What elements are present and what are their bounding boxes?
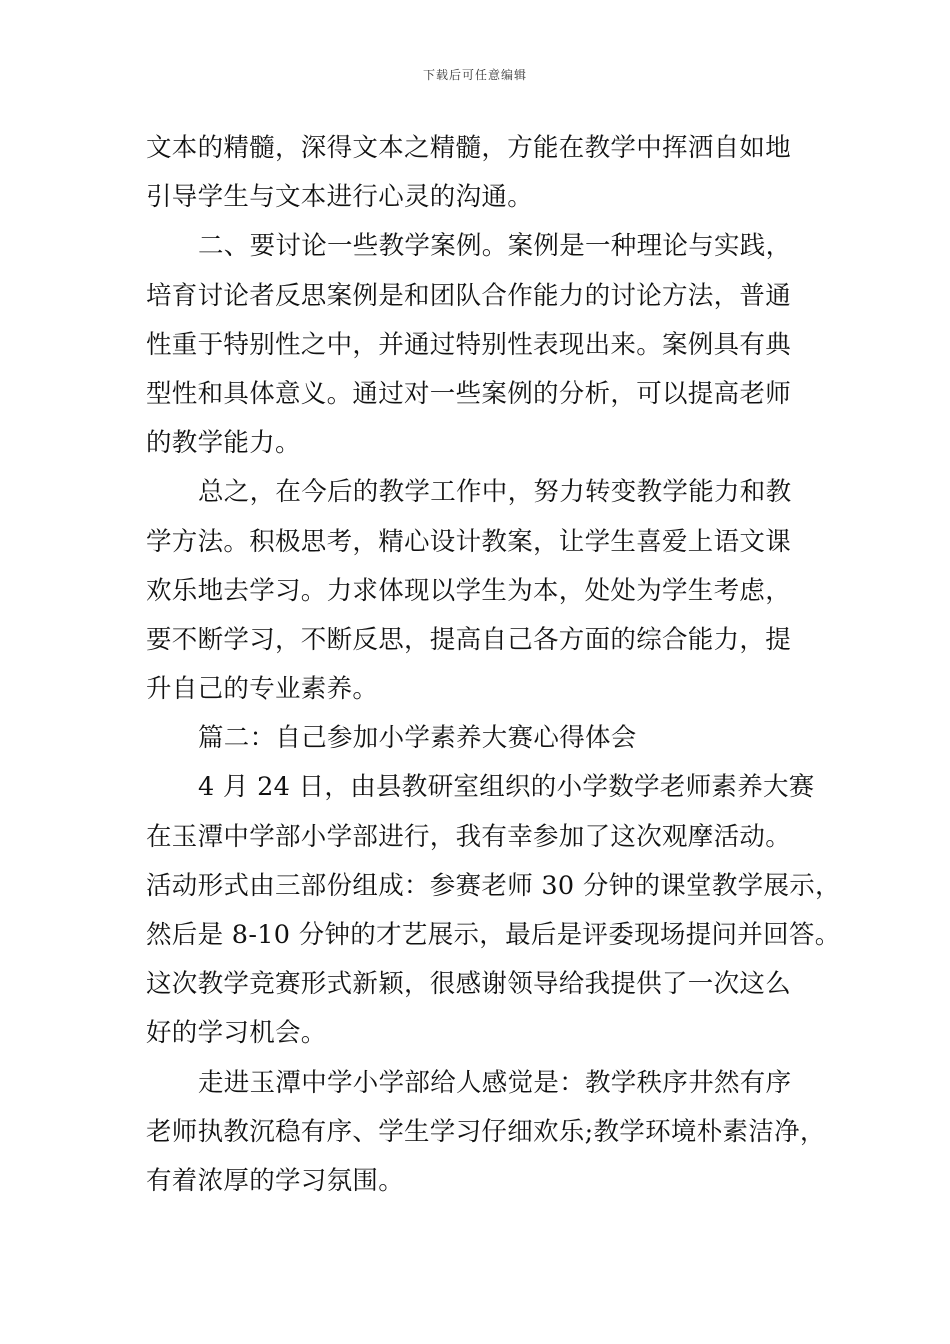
document-body — [146, 124, 841, 1206]
text-line: 性重于特别性之中，并通过特别性表现出来。案例具有典 — [146, 329, 792, 360]
text-line: 走进玉潭中学小学部给人感觉是：教学秩序井然有序 — [198, 1067, 792, 1098]
text-line: 学方法。积极思考，精心设计教案，让学生喜爱上语文课 — [146, 526, 792, 557]
text-line: 总之，在今后的教学工作中，努力转变教学能力和教 — [198, 477, 792, 508]
text-line: 有着浓厚的学习氛围。 — [146, 1165, 405, 1196]
text-line: 的教学能力。 — [146, 428, 301, 459]
text-line: 二、要讨论一些教学案例。案例是一种理论与实践， — [198, 231, 792, 262]
text-line: 引导学生与文本进行心灵的沟通。 — [146, 182, 534, 213]
text-line: 要不断学习，不断反思，提高自己各方面的综合能力，提 — [146, 624, 792, 655]
text-line: 这次教学竞赛形式新颖，很感谢领导给我提供了一次这么 — [146, 969, 792, 1000]
text-line: 升自己的专业素养。 — [146, 674, 379, 705]
page-header: 下载后可任意编辑 — [422, 68, 527, 82]
text-line: 老师执教沉稳有序、学生学习仔细欢乐;教学环境朴素洁净， — [146, 1116, 826, 1147]
text-line: 好的学习机会。 — [146, 1018, 327, 1049]
text-line: 型性和具体意义。通过对一些案例的分析，可以提高老师 — [146, 378, 792, 409]
text-line: 活动形式由三部份组成：参赛老师 30 分钟的课堂教学展示， — [146, 870, 841, 901]
text-line: 文本的精髓，深得文本之精髓，方能在教学中挥洒自如地 — [146, 133, 792, 163]
section-heading: 篇二：自己参加小学素养大赛心得体会 — [198, 723, 637, 754]
text-line: 在玉潭中学部小学部进行，我有幸参加了这次观摩活动。 — [146, 821, 792, 852]
text-line: 欢乐地去学习。力求体现以学生为本，处处为学生考虑， — [146, 575, 792, 606]
text-line: 然后是 8-10 分钟的才艺展示，最后是评委现场提问并回答。 — [146, 920, 841, 950]
text-line: 4 月 24 日，由县教研室组织的小学数学老师素养大赛 — [198, 772, 815, 803]
text-line: 培育讨论者反思案例是和团队合作能力的讨论方法，普通 — [146, 280, 792, 311]
